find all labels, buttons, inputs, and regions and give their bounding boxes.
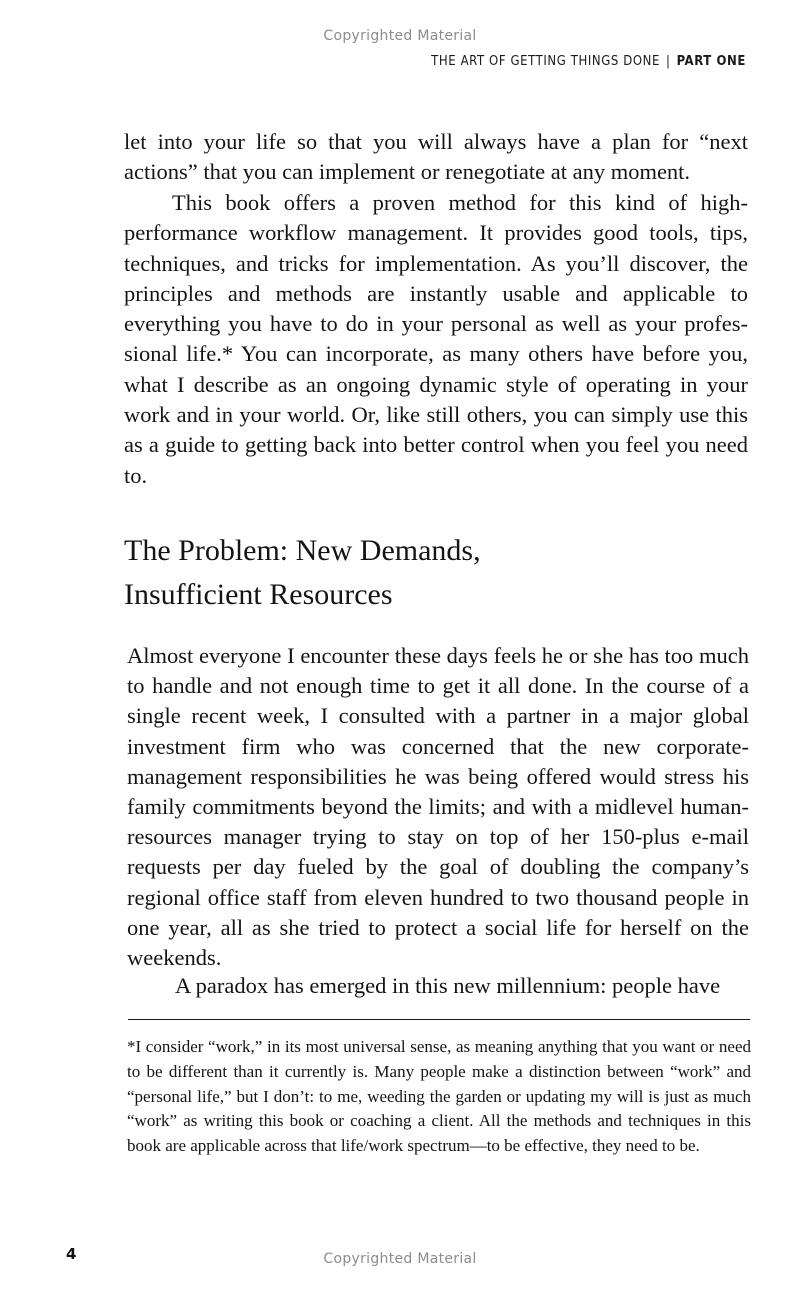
running-head-separator: |	[666, 54, 671, 69]
section-heading-line-1: The Problem: New Demands,	[124, 534, 481, 567]
paragraph-paradox: A paradox has emerged in this new millennium: people have	[175, 973, 721, 998]
running-head	[431, 54, 746, 69]
copyright-watermark-bottom: Copyrighted Material	[323, 1251, 477, 1267]
page-number: 4	[66, 1245, 77, 1263]
running-head-part: PART ONE	[676, 54, 746, 69]
footnote: *I consider “work,” in its most universal sense, as meaning anything that you want or need to be different than it currently is. Many people make a distinction between “work” and “personal life,” but I don’t: to me, weeding the garden or updating my will is just as much “work” as writing this book or coaching a client. All the methods and techniques in this book are applicable across that life/work spectrum—to be effective, they need to be.	[127, 1037, 751, 1156]
paragraph-next-actions: let into your life so that you will always have a plan for “next actions” that you can implement or renegotiate at any moment.	[124, 129, 748, 185]
paragraph-book-offers: This book offers a proven method for this kind of high-performance workflow management. It provides good tools, tips, techniques, and tricks for implementation. As you’ll discover, the principles and methods are instantly usable and applicable to everything you have to do in your personal as well as your professional life.* You can incorporate, as many others have before you, what I describe as an ongoing dynamic style of operating in your work and in your world. Or, like still others, you can simply use this as a guide to getting back into better control when you feel you need to.	[124, 190, 748, 488]
copyright-watermark-top: Copyrighted Material	[323, 28, 477, 44]
section-heading	[124, 529, 748, 617]
paragraph-almost-everyone: Almost everyone I encounter these days feels he or she has too much to handle and not enough time to get it all done. In the course of a single recent week, I consulted with a partner in a major global investment firm who was concerned that the new corporate-management responsibilities he was being offered would stress his family commitments beyond the limits; and with a midlevel human-resources manager trying to stay on top of her 150-plus e-mail requests per day fueled by the goal of doubling the company’s regional office staff from eleven hundred to two thousand people in one year, all as she tried to protect a social life for herself on the weekends.	[127, 643, 749, 971]
footnote-divider	[128, 1019, 750, 1020]
section-heading-line-2: Insufficient Resources	[124, 578, 393, 611]
running-head-book-title: THE ART OF GETTING THINGS DONE	[431, 54, 661, 69]
